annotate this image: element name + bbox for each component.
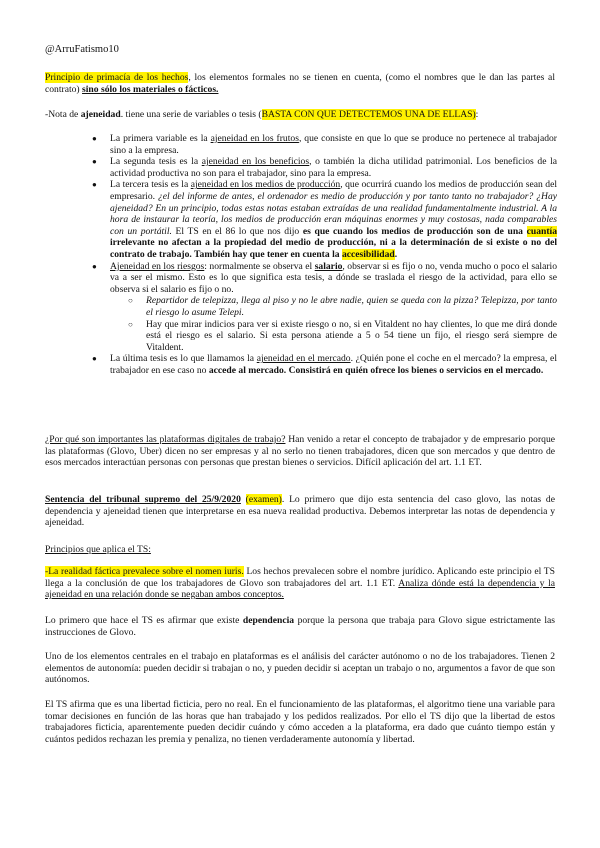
list-item-mercado	[92, 353, 557, 376]
bold-span: ajeneidad	[80, 109, 121, 120]
author-handle: @ArruFatismo10	[45, 44, 119, 55]
highlight-cuantia: cuantía	[526, 225, 558, 237]
highlight-basta: BASTA CON QUE DETECTEMOS UNA DE ELLAS)	[261, 109, 476, 120]
text-span: -Nota de	[45, 109, 81, 120]
highlight-accesibilidad: accesibilidad	[341, 248, 395, 260]
text-span: .	[394, 248, 398, 260]
text-span: , que consiste en que lo que se produce no pertenece al trabajador sino a la empresa.	[110, 133, 557, 156]
text-span	[241, 494, 246, 505]
bold-span: accede al mercado. Consistirá en quién ofrece los bienes o servicios en el mercado.	[208, 364, 544, 376]
underline-span: Analiza dónde está la dependencia y la ajeneidad en una relación donde se negaban ambos conceptos.	[45, 577, 555, 601]
ajeneidad-tesis-list	[92, 133, 557, 376]
paragraph-primacia-hechos	[45, 72, 555, 95]
text-span: La última tesis es lo que llamamos la	[110, 353, 257, 365]
bold-underline-span: sino sólo los materiales o fácticos.	[82, 83, 219, 95]
highlight-principio: Principio de primacía de los hechos	[45, 72, 189, 83]
highlight-realidad-factica: -La realidad fáctica prevalece sobre el nomen iuris.	[45, 566, 244, 577]
paragraph-sentencia	[45, 494, 555, 529]
paragraph-plataformas	[45, 434, 555, 469]
heading-principios-ts	[45, 544, 555, 556]
riesgos-sublist	[110, 295, 557, 353]
bold-underline-span: Sentencia del tribunal supremo del 25/9/2020	[45, 494, 241, 505]
text-span: Lo primero que hace el TS es afirmar que existe	[45, 615, 243, 626]
list-item-beneficios	[92, 156, 557, 179]
sublist-item-vitaldent: ○ Hay que mirar indicios para ver si existe riesgo o no, si en Vitaldent no hay clientes, lo que me dirá donde está el riesgo es el salario. Si esta persona atiende a 5 o 54 tiene un fijo, el riesgo será siempre de Vitaldent.	[128, 319, 557, 354]
underline-span: ajeneidad en los beneficios	[201, 156, 310, 168]
text-span: , que ocurrirá cuando los medios de producción sean del empresario.	[110, 179, 557, 202]
italic-span: ¿el del informe de antes, el ordenador es medio de producción y por tanto tanto no trabajador? ¿Hay ajeneidad? En un principio, todas estas notas estaban extraídas de una realidad fundamentalmente industrial. A la hora de instaurar la teoría, los medios de producción eran máquinas enormes y muy costosas, nada comparables con un portátil.	[110, 190, 558, 237]
bold-span: dependencia	[242, 615, 295, 626]
paragraph-ajeneidad-note	[45, 109, 555, 121]
bold-span: es que cuando los medios de producción son de una	[302, 225, 527, 237]
text-span: :	[475, 109, 479, 120]
bold-underline-span: salario	[314, 260, 343, 272]
paragraph-libertad-ficticia: El TS afirma que es una libertad ficticia, pero no real. En el funcionamiento de las plataformas, el algoritmo tiene una variable para tomar decisiones en función de las horas que han trabajado y los pedidos realizados. Por ello el TS dijo que la libertad de estos trabajadores ficticia, aparentemente pueden decidir cuándo y cómo acceden a la plataforma, era dado que cuánto tiempo están y cuántos pedidos rechazan les premia y penaliza, no tienen verdaderamente autonomía y libertad.	[45, 699, 555, 745]
text-span: La primera variable es la	[110, 133, 211, 144]
text-span: : normalmente se observa el	[204, 260, 315, 272]
text-span: Los hechos prevalecen sobre el nombre jurídico. Aplicando este principio el TS llega a la conclusión de que los trabajadores de Glovo son trabajadores del art. 1.1 ET.	[45, 566, 555, 589]
bold-span: irrelevante no afectan a la propiedad del medio de producción, ni a la determinación de si existe o no del contrato de trabajo. También hay que tener en cuenta la	[110, 237, 557, 260]
paragraph-autonomia: Uno de los elementos centrales en el trabajo en plataformas es el análisis del carácter autónomo o no de los trabajadores. Tienen 2 elementos de autonomía: pueden decidir si trabajan o no, y pueden decidir si aceptan un trabajo o no, argumentos a favor de que son autónomos.	[45, 651, 555, 686]
underline-span: Principios que aplica el TS:	[45, 544, 151, 555]
text-span: . tiene una serie de variables o tesis (	[120, 109, 262, 120]
text-span: , observar si es fijo o no, venda mucho o poco el salario va a ser el mismo. Esto es lo que significa esta tesis, a dónde se traslada el riesgo de la actividad, para ello se observa si el salario es fijo o no.	[110, 260, 557, 295]
text-span: . Lo primero que dijo esta sentencia del caso glovo, las notas de dependencia y ajeneidad tienen que interpretarse en esa nueva realidad productiva. Debemos interpretar las notas de dependencia y ajeneidad.	[45, 494, 555, 529]
list-item-frutos	[92, 133, 557, 156]
sublist-item-telepizza: ○ Repartidor de telepizza, llega al piso y no le abre nadie, quien se queda con la pizza? Telepizza, por tanto el riesgo lo asume Telepi.	[128, 295, 557, 318]
list-item-riesgos	[92, 261, 557, 354]
text-span: , los elementos formales no se tienen en cuenta, (como el nombres que le dan las partes al contrato)	[45, 72, 555, 95]
text-span: . ¿Quién pone el coche en el mercado? la empresa, el trabajador en ese caso no	[110, 353, 557, 376]
list-item-medios-produccion	[92, 179, 557, 260]
underline-span: Ajeneidad en los riesgos	[110, 260, 205, 272]
underline-span: ¿Por qué son importantes las plataformas digitales de trabajo?	[45, 434, 286, 445]
underline-span: ajeneidad en el mercado	[256, 353, 351, 365]
underline-span: ajeneidad en los medios de producción	[190, 179, 341, 191]
text-span: La segunda tesis es la	[110, 156, 202, 168]
underline-span: ajeneidad en los frutos	[210, 133, 299, 144]
text-span: , o también la dicha utilidad patrimonial. Los beneficios de la actividad productiva no son para el trabajador, sino para la empresa.	[110, 156, 558, 179]
paragraph-realidad-factica	[45, 566, 555, 601]
text-span: porque la persona que trabaja para Glovo sigue estrictamente las instrucciones de Glovo.	[45, 615, 555, 638]
highlight-examen: (examen)	[245, 494, 282, 505]
text-span: Han venido a retar el concepto de trabajador y de empresario porque las plataformas (Glovo, Uber) dicen no ser empresas y al no serlo no tienen trabajadores, dicen que son mercados y que dentro de esos mercados interactúan personas con personas que prestan bienes o servicios. Difícil aplicación del art. 1.1 ET.	[45, 434, 555, 469]
text-span: El TS en el 86 lo que nos dijo	[171, 225, 303, 237]
text-span: La tercera tesis es la	[110, 179, 191, 191]
paragraph-dependencia	[45, 615, 555, 638]
